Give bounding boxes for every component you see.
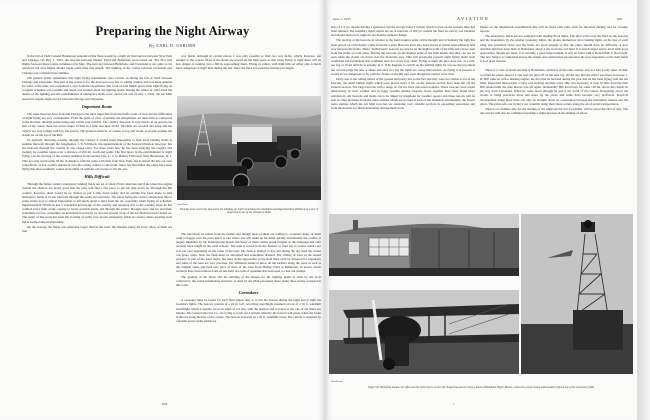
paragraph: The placing of the beacons in relation to the field requires quite a little thought and at Sunbury the light has been placed on a hill nearly a mile from the course. Beacons have also been placed at points approximately half way between the fields. These "In Between" beacons are placed on the highest point of the hills and can be seen from the fields on both sides. Placing the beacons on the highest point of the hills means that they can not be seen when the clouds are down over the mountain tops. This will practically prevent night flying under such conditions but fortunately this condition does not occur very often. Flying at night the pilot does not, as a rule, see fog or cloud until he is actually in it. If he happens to switch on his landing lights he can see the fog ahead but can not judge the size or shape and once in a fog the lights are worse than useless. As flying is at present, it would be too dangerous to fly with the clouds on the hill tops even though the valleys were clear. <box>331 38 475 76</box>
right-page <box>325 0 637 420</box>
photo-caption: Showing local contractor who erects the building, air mail truck doing the installation and Superintendent Whitbeck on a tour of inspection at one of the emergency fields <box>179 208 319 215</box>
journal-name: AVIATION <box>457 16 490 21</box>
paragraph: The emergency fields are not equipped with landing flood lights. The pilot will locate the field by the beacons and the boundaries by the smaller boundary lights, the planes themselves have landing lights on the tips of each wing and parachute flares and the fields are good enough so that the pilots should have no difficulty. A new terminal field has been built at Bellefonte about 2 mi. from the old field. It is much larger and is level with good approaches, though not ideal, it is certainly a great improvement. It will be fitted with a French B.B.T. flood light. The new hangar is completed and as the design and construction incorporates the past experience at the mail fields it is of great interest. <box>480 34 628 64</box>
paragraph: To anybody motoring casually through the country it would seem impossible to find level landing fields at suitable intervals through the Alleghenies. J. E. Whitbeck, the superintendent of the Eastern Division, however, has not motored through the country in any casual style. For three years now he has been studying the country and looking for possible routes over a distance of 200 mi. north and south. The first move in the establishment of night flying was the moving of the eastern terminus from Garden City, L. I., to Hadley Field near New Brunswick, N. J. This not only saved some 50 mi. in distance with the same train time from New York, but it started the line out over some 80 mi. of flat country instead of over the rolling country to the north. Since last November the pilots have been flying this more southerly course and joining up with the old course at 110 mi. out. <box>22 137 172 171</box>
beacon-tower-photo <box>521 214 633 374</box>
left-column-2-bottom <box>176 232 321 324</box>
page-number: 605 <box>617 17 623 21</box>
paragraph: way fields, although in certain places it was only possible to find two way fields, which, however, run parallel to the course. Most of the fields are placed on the high spots so that when flying at night there will be less danger of running into a hill in approaching them. Flying in valleys with high hills on either side is much more dangerous at night than during the day. Once the field is located the fun has just begun. <box>176 54 321 71</box>
paragraph: The grading of the fields and the building of the houses for the lighting plants is done by the local contractors, the actual installation, however, is done by Air Mail personnel, there being three trucks occupied in this work. <box>176 274 321 287</box>
section-heading: Caretakers <box>238 290 259 296</box>
paragraph: sists of a 4 cyl. engine driving a generator, but the storage battery system which is used on the western lines has been omitted. The boundary lights which are set at intervals of 300 yd. around the field are run by wet batteries and should burn every night for six months without change. <box>331 25 475 38</box>
section-heading: Hills Difficult <box>84 174 110 180</box>
hangar-photo-illustration <box>329 214 519 276</box>
biplane-photo-illustration <box>329 290 519 374</box>
paragraph: A caretaker must be found for each field whose duty is to run the beacon during the night and to light the boundary lights. The beacon consists of a 24 in. G.E. revolving searchlight mounted on top of a 50 ft. windmill searchlight which is usually set at an angle of 2.5 deg. with the horizon and revolves at the rate of six times per minute. The General Electric Co. are trying to work out a system whereby the beacon will pause when the beam is thrown along the line of the course. The beacon is placed on a 50 ft. windmill tower. The current is supplied by a Kohler power plant which are <box>176 298 321 323</box>
right-column-2 <box>480 25 628 116</box>
article-title: Preparing the Night Airway <box>95 24 250 38</box>
paragraph: On the average the fields run somewhat larger than in the west, the smallest being 26 acres. Most of them are four <box>22 224 172 233</box>
hangar-photo <box>329 214 519 276</box>
photo-credit: Staff Photos <box>331 380 343 383</box>
paragraph: The general public remembers that night flying experiments were carried on during the fall of 1923 between Chicago and Cheyenne. This part of the course is for the most part over flat or rolling country and was most suitable for what, at the time, was considered a very doubtful experiment. The work of trial flights proved that night flying on a regular schedule was possible and much was learned about the lighting needs. During the winter of 1923-1924 the details of the lighting and the establishment of emergency fields were carried out and on July 1, 1924, the Air Mail started its regular night service between Chicago and Cheyenne. <box>22 75 172 101</box>
left-column-2-top <box>176 54 321 72</box>
page-edge <box>637 0 650 420</box>
issue-date: June 1, 1925 <box>333 17 351 21</box>
beacon-tower-illustration <box>521 214 633 374</box>
paragraph: Planes on the Monmouth experimental line will be fitted with radio both for direction finding and for weather reports. <box>480 25 628 34</box>
paragraph: In the fall of 1924 Colonel Henderson announced that there would be a night air mail service between New York and Chicago. On May 1, 1925, the beacons between Hadley Field and Bellefonte were tested out. The first trial flights between these points commenced in May. The next leg between Bellefonte and Cleveland is not quite so far advanced but trial flights should begin some time this month. The lighting of the course between Cleveland and Chicago was completed last summer. <box>22 54 172 75</box>
field-photo <box>177 96 321 200</box>
paragraph: There is no definite date for the starting of the night service but it probably will be about the first of July. The day service will also be continued requiring a slight increase in the number of pilots. <box>480 106 628 115</box>
byline: By EARL D. OSBORN <box>149 43 196 48</box>
photo-credit: Staff Photo <box>177 203 188 206</box>
page-number: 604 <box>162 402 168 406</box>
section-heading: Important Route <box>81 103 113 109</box>
bottom-mark: 1 <box>453 403 455 406</box>
field-photo-illustration <box>177 96 321 200</box>
paragraph: The land must be rented from the farmer and though most of them are willing to cooperate many of them want to haggle over the price and it is rare where one will make up his mind quickly. Incidentally the country is largely inhabited by the Pennsylvania Dutch and many of them cannot speak English as this language has only recently been taught in the rural schools. The land is leased from the farmers at from ten to twelve dollars per acre per year depending on the value of the land. The farm is planted to hay and during the day time the owner can graze cattle. Near the field must be smoothed and sometimes drained. The cutting of trees in the leased property is part of the lease terms, but trees in the approaches to the field must each be dickered for separately and some of the trees are very precious. Mr. Whitbeck seems to know all the farmers along the route as well as the original value and final sale price of most of the trees from Hadley Field to Bellefonte. In places whole orchards have been removed and on one field two tons of dynamite has been used to clear out stumps. <box>176 232 321 274</box>
paragraph: There is a crew of about ten men at Bellefonte, exclusive of the radio station, and as a rule it only takes 10 min. to refuel the plane, inspect it and start the pilot off on the next leg. On the day that the writer was there, however, J. D. Hill came in with a missing engine, the first that he had had during the year that he has been flying with the Air Mail. Inspection showed that a valve was sticking and that a new ship was necessary. It took 10 min. from the time Hill landed until the time that he was off again. Incidentally Hill had flown for some 120 mi. above the clouds on his way from Cleveland. When he came down through he was 6 mi. north of the course. Navigating above the clouds is being practiced more and more by the pilots and some have become very proficient. Practical development along these lines can only be brought about by cooperation between the instrument makers and the pilots. The pilots who are trying it are certainly doing their share to help along the art of aerial transportation. <box>480 68 628 106</box>
left-column-1 <box>22 54 172 234</box>
photo-caption: Upper left: Bellefonte hangar, the office and the roller doors. Lower left: Inspecting and servicing a plane at Bellefonte. Right: Beacon, wind cone, power house and boundary light at one of the emergency fields <box>367 386 595 389</box>
biplane-photo <box>329 290 519 374</box>
paragraph: Partly due to the rolling nature of the ground and partly due to the fact that they were not visible as far as the beacons, the small blinker lights which were placed every 3 mi. on the western section have been left off the Eastern section. The large beacons with a range of 150 mi. have also been doubled. These beacons were found unnecessary in clear weather and in foggy weather smaller beacons closer together have been found more satisfactory. All beacons and fields are to be linked by telephone for weather reports and these reports will be sent to other divisions from the radio stations which are located at each of the terminals. Incidentally, the fastest radio stations which the Air Mail now has are rendering very valuable services in expediting operations and form the nucleus for much interesting development work. <box>331 76 475 110</box>
paragraph: The route between New York and Chicago is the most important from the traffic point of view but the difficulties of night flying are very considerable. From the point of view of altitude the Alleghenies are mere hills as compared to the Rockies, the high points being only a little over 2,000 ft. The country, however, is very much cut up and on one part of the course there are seven ranges of hills in a little less than 50 mi. The hills are wooded and steep and the valleys are very rolling with few flat spaces. The greatest obstacle, of course, is fog and cloud, as in bad weather the clouds lie on the top of the hills. <box>22 111 172 137</box>
paragraph: Through the flatter country emergency landing fields are set at about 25 mi. intervals and if the plane has engine trouble the chances are pretty good that the pilot will find a fair place to put his ship down in. Through the hill country, however, there would be no chance to put a ship down safely and an attempt has been made to find emergency fields at 10 mi. intervals through the really bad stretches. The pilots flying the course complicated this to some extent as it is almost impossible to tell much about a field from the air, especially when flying on schedule. Superintendent Whitbeck has a wonderful knowledge of the country and applying this to the existing maps he has combed every mile of the country to locate possible fields. All through the winter, through snow and ice and mud, sometimes on foot, sometimes on horseback but mostly by auto the ground work of the Air Mail has been carried on. The result of this work has been the locating of really very decent emergency fields in country where locating such fields seemed almost impossible. <box>22 182 172 224</box>
right-column-1 <box>331 25 475 111</box>
